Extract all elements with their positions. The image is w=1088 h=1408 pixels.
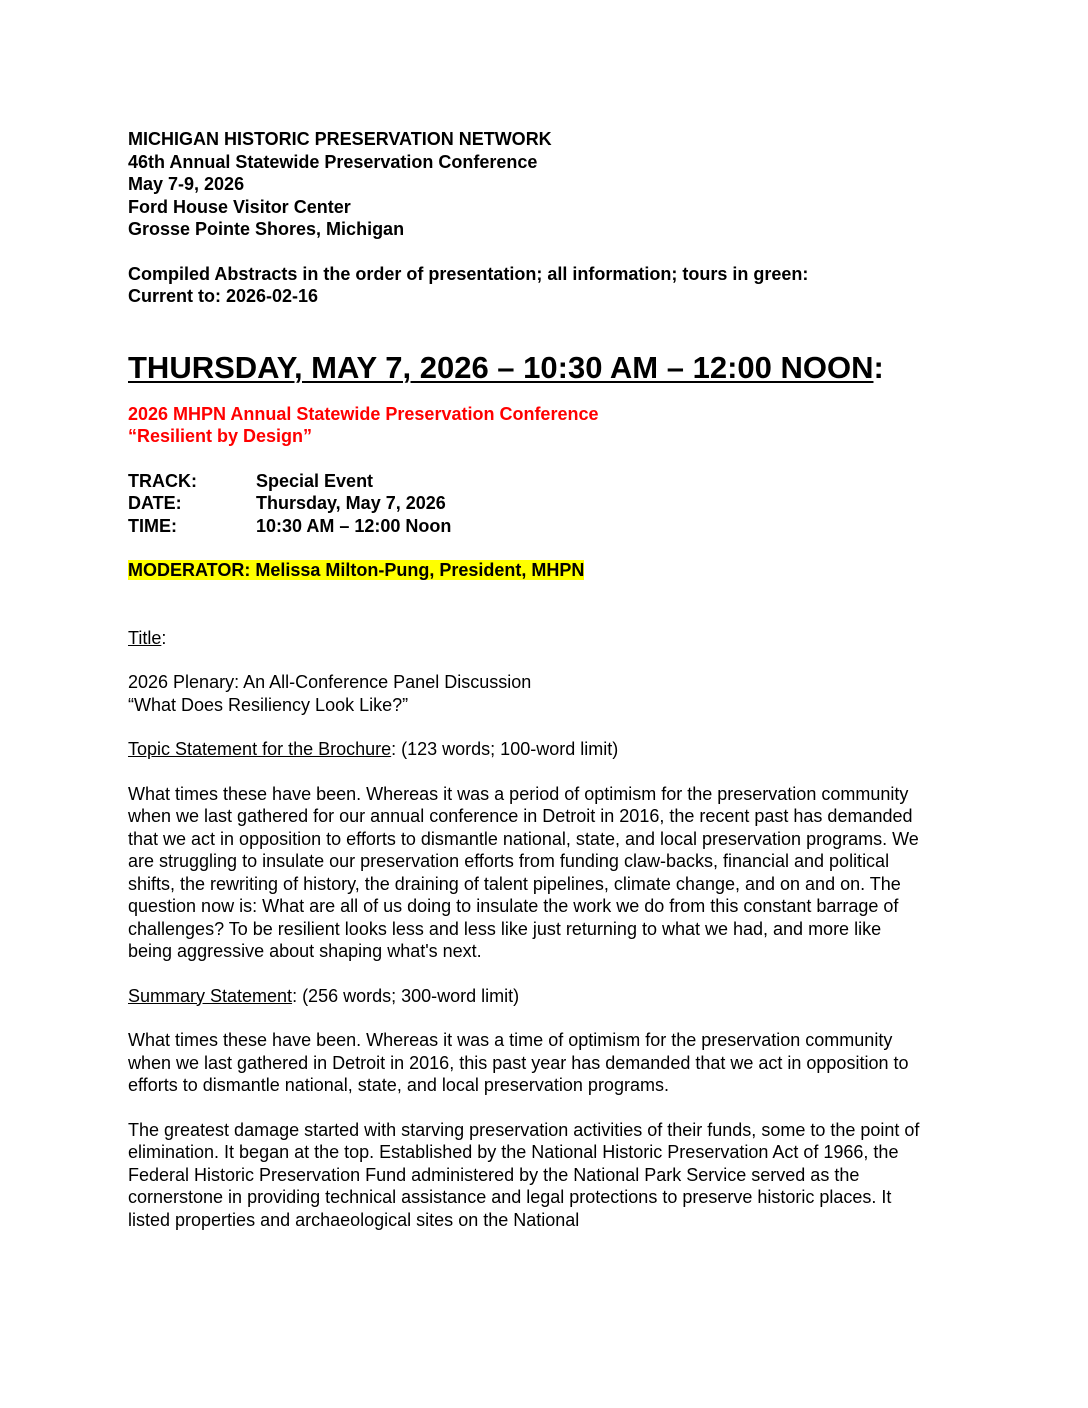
detail-value: 10:30 AM – 12:00 Noon bbox=[256, 515, 452, 536]
moderator-highlight: MODERATOR: Melissa Milton-Pung, President, MHPN bbox=[128, 560, 585, 580]
detail-value: Special Event bbox=[256, 470, 374, 491]
summary-statement-label-line bbox=[128, 985, 948, 1008]
summary-paragraph-2: The greatest damage started with starving preservation activities of their funds, some to the point of elimination. It began at the top. Established by the National Historic Preservation Act of 1966, the Federal Historic Preservation Fund administered by the National Park Service served as the cornerstone in providing technical assistance and legal protections to preserve historic places. It listed properties and archaeological sites on the National bbox=[128, 1119, 920, 1230]
conference-location: Grosse Pointe Shores, Michigan bbox=[128, 219, 405, 239]
summary-statement-label: Summary Statement bbox=[128, 985, 293, 1006]
document-content bbox=[128, 128, 948, 1231]
compiled-note: Compiled Abstracts in the order of presentation; all information; tours in green: bbox=[128, 263, 809, 284]
session-heading-text: THURSDAY, MAY 7, 2026 – 10:30 AM – 12:00 NOON bbox=[128, 349, 874, 385]
conference-name: 46th Annual Statewide Preservation Conference bbox=[128, 151, 538, 172]
title-section bbox=[128, 671, 948, 716]
plenary-subtitle: “What Does Resiliency Look Like?” bbox=[128, 694, 409, 715]
summary-statement-note: : (256 words; 300-word limit) bbox=[292, 985, 520, 1006]
title-colon: : bbox=[161, 627, 167, 648]
header-block bbox=[128, 128, 948, 241]
title-label: Title bbox=[128, 627, 162, 648]
conference-venue: Ford House Visitor Center bbox=[128, 196, 351, 217]
detail-label: DATE: bbox=[128, 493, 182, 513]
detail-row-track bbox=[128, 470, 948, 493]
session-heading bbox=[128, 350, 948, 386]
detail-label: TIME: bbox=[128, 515, 177, 536]
detail-value: Thursday, May 7, 2026 bbox=[256, 493, 446, 513]
plenary-title: 2026 Plenary: An All-Conference Panel Discussion bbox=[128, 672, 532, 692]
session-heading-colon: : bbox=[873, 349, 884, 385]
conference-dates: May 7-9, 2026 bbox=[128, 174, 245, 194]
topic-statement-note: : (123 words; 100-word limit) bbox=[391, 739, 619, 759]
event-title-block bbox=[128, 403, 948, 448]
detail-row-time bbox=[128, 515, 948, 538]
title-section-label-line bbox=[128, 627, 948, 650]
current-to: Current to: 2026-02-16 bbox=[128, 286, 319, 306]
moderator-block bbox=[128, 559, 948, 582]
topic-statement-label-line bbox=[128, 738, 948, 761]
event-theme: “Resilient by Design” bbox=[128, 426, 313, 446]
detail-row-date bbox=[128, 492, 948, 515]
summary-paragraph-1: What times these have been. Whereas it was a time of optimism for the preservation community when we last gathered in Detroit in 2016, this past year has demanded that we act in opposition to efforts to dismantle national, state, and local preservation programs. bbox=[128, 1030, 909, 1095]
session-details bbox=[128, 470, 948, 538]
topic-statement-text: What times these have been. Whereas it was a period of optimism for the preservation community when we last gathered for our annual conference in Detroit in 2016, the recent past has demanded that we act in opposition to efforts to dismantle national, state, and local preservation programs. We are struggling to insulate our preservation efforts from funding claw-backs, financial and political shifts, the rewriting of history, the draining of talent pipelines, climate change, and on and on. The question now is: What are all of us doing to insulate the work we do from this constant barrage of challenges? To be resilient looks less and less like just returning to what we had, and more like being aggressive about shaping what's next. bbox=[128, 783, 919, 961]
organization-name: MICHIGAN HISTORIC PRESERVATION NETWORK bbox=[128, 129, 552, 149]
compiled-note-block bbox=[128, 263, 948, 308]
detail-label: TRACK: bbox=[128, 470, 197, 491]
topic-statement-label: Topic Statement for the Brochure bbox=[128, 739, 392, 759]
event-title: 2026 MHPN Annual Statewide Preservation Conference bbox=[128, 403, 599, 424]
